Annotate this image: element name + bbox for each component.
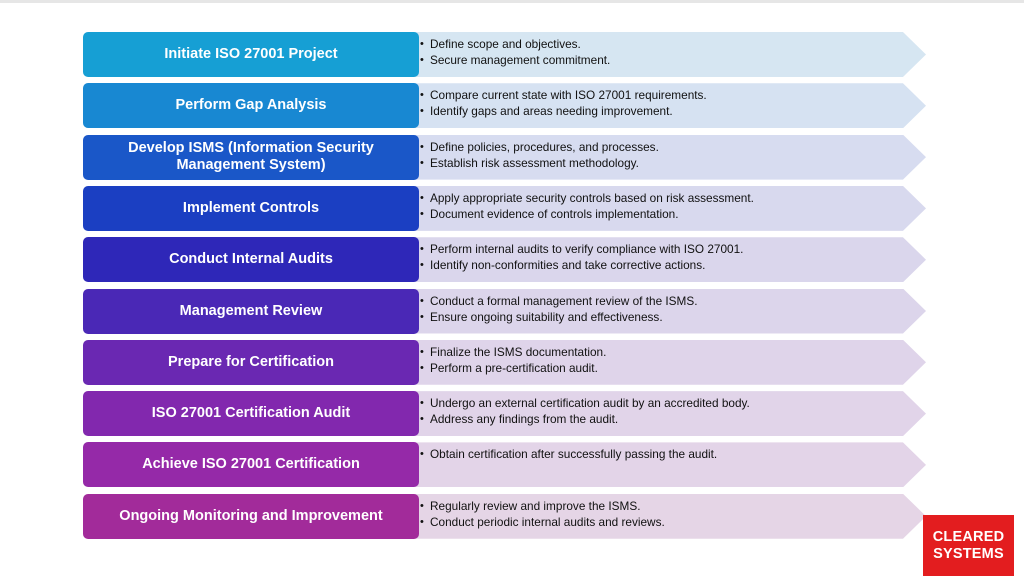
step-bullet-item [420, 411, 900, 427]
step-bullet-item [420, 344, 900, 360]
step-bullet-list [420, 344, 900, 376]
step-bullet-text: Finalize the ISMS documentation. [430, 344, 607, 359]
process-step [0, 135, 1024, 180]
step-title: Ongoing Monitoring and Improvement [83, 494, 419, 539]
bullet-dot-icon: • [420, 310, 424, 323]
step-bullet-text: Regularly review and improve the ISMS. [430, 498, 641, 513]
step-bullet-item [420, 87, 900, 103]
process-step [0, 83, 1024, 128]
step-bullet-text: Conduct a formal management review of the ISMS. [430, 293, 698, 308]
step-bullet-text: Conduct periodic internal audits and reviews. [430, 514, 665, 529]
step-bullet-text: Document evidence of controls implementation. [430, 206, 679, 221]
step-bullet-list [420, 139, 900, 171]
step-title: Achieve ISO 27001 Certification [83, 442, 419, 487]
step-bullet-text: Secure management commitment. [430, 53, 611, 67]
process-step [0, 32, 1024, 77]
step-bullet-text: Perform a pre-certification audit. [430, 360, 598, 375]
step-bullet-item [420, 395, 900, 411]
logo-line-2: SYSTEMS [933, 545, 1004, 562]
step-bullet-text: Perform internal audits to verify compliance with ISO 27001. [430, 242, 744, 257]
process-step [0, 494, 1024, 539]
step-title: Management Review [83, 289, 419, 334]
bullet-dot-icon: • [420, 361, 424, 374]
step-bullet-list [420, 190, 900, 222]
bullet-dot-icon: • [420, 207, 424, 220]
step-bullet-item [420, 514, 900, 530]
bullet-dot-icon: • [420, 515, 424, 528]
bullet-dot-icon: • [420, 54, 424, 66]
step-bullet-item [420, 36, 900, 52]
step-bullet-text: Establish risk assessment methodology. [430, 155, 639, 170]
step-bullet-list [420, 498, 900, 530]
step-bullet-list [420, 87, 900, 119]
step-bullet-item [420, 309, 900, 325]
step-bullet-item [420, 446, 900, 462]
bullet-dot-icon: • [420, 140, 424, 153]
step-bullet-text: Define scope and objectives. [430, 37, 581, 51]
process-step [0, 237, 1024, 282]
cleared-systems-logo [923, 515, 1014, 576]
process-step [0, 391, 1024, 436]
step-bullet-text: Compare current state with ISO 27001 requirements. [430, 88, 707, 103]
step-bullet-list [420, 241, 900, 273]
bullet-dot-icon: • [420, 345, 424, 358]
step-title: Perform Gap Analysis [83, 83, 419, 128]
step-bullet-item [420, 257, 900, 273]
step-bullet-list [420, 446, 900, 462]
step-bullet-item [420, 241, 900, 257]
bullet-dot-icon: • [420, 499, 424, 512]
step-bullet-text: Ensure ongoing suitability and effectiveness. [430, 309, 663, 324]
step-bullet-text: Obtain certification after successfully passing the audit. [430, 447, 718, 462]
step-bullet-item [420, 139, 900, 155]
step-bullet-list [420, 395, 900, 427]
step-bullet-item [420, 360, 900, 376]
step-bullet-list [420, 36, 900, 68]
step-bullet-item [420, 103, 900, 119]
bullet-dot-icon: • [420, 294, 424, 307]
bullet-dot-icon: • [420, 397, 424, 410]
process-step [0, 442, 1024, 487]
step-bullet-text: Define policies, procedures, and processes. [430, 139, 659, 154]
step-title: Conduct Internal Audits [83, 237, 419, 282]
step-bullet-text: Apply appropriate security controls based on risk assessment. [430, 190, 754, 205]
step-title: Initiate ISO 27001 Project [83, 32, 419, 77]
process-step [0, 340, 1024, 385]
bullet-dot-icon: • [420, 89, 424, 102]
step-bullet-item [420, 52, 900, 68]
step-bullet-item [420, 190, 900, 206]
step-title: Prepare for Certification [83, 340, 419, 385]
step-bullet-item [420, 206, 900, 222]
bullet-dot-icon: • [420, 243, 424, 256]
process-step [0, 289, 1024, 334]
bullet-dot-icon: • [420, 38, 424, 50]
bullet-dot-icon: • [420, 191, 424, 204]
step-title: ISO 27001 Certification Audit [83, 391, 419, 436]
logo-line-1: CLEARED [932, 528, 1005, 545]
step-bullet-item [420, 155, 900, 171]
step-title: Implement Controls [83, 186, 419, 231]
step-bullet-text: Undergo an external certification audit by an accredited body. [430, 396, 750, 411]
process-step [0, 186, 1024, 231]
step-bullet-list [420, 293, 900, 325]
step-bullet-text: Identify gaps and areas needing improvement. [430, 104, 673, 119]
bullet-dot-icon: • [420, 448, 424, 461]
step-title: Develop ISMS (Information Security Management System) [83, 135, 419, 180]
step-bullet-text: Identify non-conformities and take corrective actions. [430, 258, 706, 273]
bullet-dot-icon: • [420, 413, 424, 426]
bullet-dot-icon: • [420, 105, 424, 118]
bullet-dot-icon: • [420, 259, 424, 272]
step-bullet-text: Address any findings from the audit. [430, 412, 619, 427]
bullet-dot-icon: • [420, 156, 424, 169]
step-bullet-item [420, 498, 900, 514]
step-bullet-item [420, 293, 900, 309]
